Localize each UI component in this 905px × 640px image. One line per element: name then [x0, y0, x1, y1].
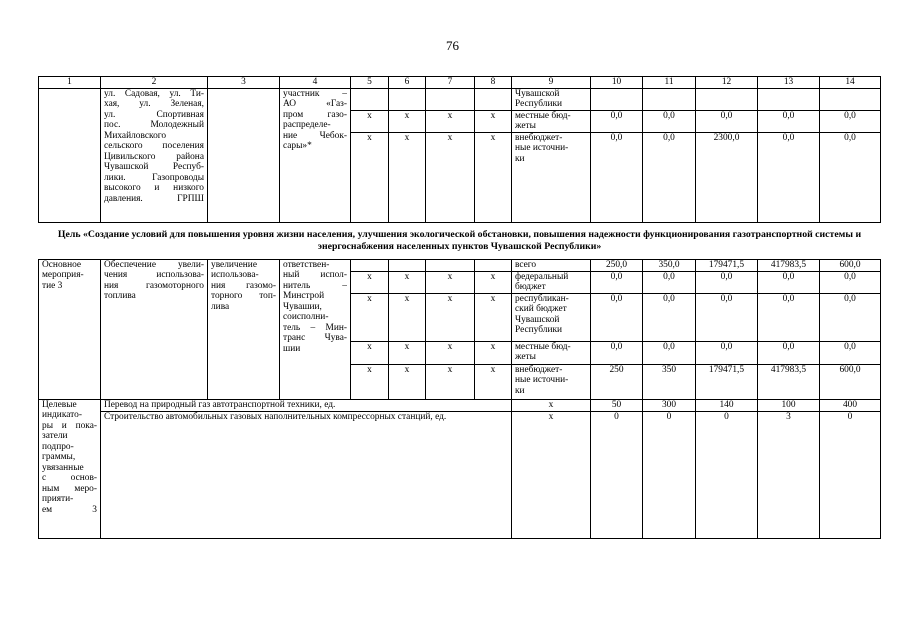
value-cell: 0,0	[820, 132, 881, 222]
mark-cell	[475, 259, 512, 271]
value-cell: 0,0	[820, 341, 881, 364]
mark-cell: х	[389, 293, 426, 341]
value-cell: 0,0	[591, 341, 643, 364]
value-cell: 0,0	[758, 293, 820, 341]
mark-cell: х	[389, 132, 426, 222]
value-cell: 0,0	[643, 271, 696, 293]
value-cell: 0	[643, 411, 696, 538]
value-cell: 400	[820, 399, 881, 411]
mark-cell: х	[475, 364, 512, 399]
mark-cell: х	[475, 110, 512, 132]
table-row	[39, 399, 881, 411]
value-cell: 600,0	[820, 259, 881, 271]
value-cell	[591, 88, 643, 110]
value-cell: 0	[820, 411, 881, 538]
value-cell: 417983,5	[758, 364, 820, 399]
mark-cell: х	[475, 132, 512, 222]
funding-source: федеральный бюджет	[512, 271, 591, 293]
header-cell: 6	[389, 77, 426, 89]
value-cell: 0,0	[643, 110, 696, 132]
value-cell: 0,0	[591, 110, 643, 132]
value-cell: 50	[591, 399, 643, 411]
mark-cell	[389, 88, 426, 110]
activity-result: увеличение использова- ния газомо- торного топ- лива	[208, 259, 280, 399]
value-cell: 2300,0	[696, 132, 758, 222]
header-cell: 8	[475, 77, 512, 89]
funding-source: Чувашской Республики	[512, 88, 591, 110]
mark-cell	[475, 88, 512, 110]
value-cell: 250	[591, 364, 643, 399]
mark-cell	[426, 88, 475, 110]
goal-row	[39, 222, 881, 259]
indicator-text: Строительство автомобильных газовых наполнительных компрессорных станций, ед.	[101, 411, 512, 538]
responsible-executor: ответствен- ный испол- нитель – Минстрой Чувашии, соисполни- тель – Мин- транс Чува- шии	[280, 259, 351, 399]
value-cell: 0,0	[591, 271, 643, 293]
value-cell: 0,0	[758, 110, 820, 132]
mark-cell	[426, 259, 475, 271]
table-row	[39, 88, 881, 110]
mark-cell: х	[426, 132, 475, 222]
mark-cell: х	[351, 341, 389, 364]
value-cell: 0	[591, 411, 643, 538]
header-cell: 5	[351, 77, 389, 89]
value-cell	[643, 88, 696, 110]
value-cell: 0,0	[696, 271, 758, 293]
value-cell: 0,0	[696, 341, 758, 364]
value-cell	[820, 88, 881, 110]
header-row	[39, 77, 881, 89]
empty-cell	[208, 88, 280, 222]
mark-cell: х	[351, 271, 389, 293]
value-cell: 179471,5	[696, 259, 758, 271]
page-number: 76	[446, 38, 459, 53]
value-cell: 0,0	[643, 132, 696, 222]
funding-source: всего	[512, 259, 591, 271]
mark-cell	[389, 259, 426, 271]
funding-source: внебюджет- ные источни- ки	[512, 132, 591, 222]
mark-cell: х	[426, 341, 475, 364]
mark-cell: х	[389, 110, 426, 132]
value-cell: 3	[758, 411, 820, 538]
value-cell: 179471,5	[696, 364, 758, 399]
value-cell: 0,0	[696, 293, 758, 341]
header-cell: 2	[101, 77, 208, 89]
value-cell: 350	[643, 364, 696, 399]
value-cell: 250,0	[591, 259, 643, 271]
mark-cell: х	[351, 293, 389, 341]
mark-cell: х	[475, 341, 512, 364]
mark-cell: х	[351, 132, 389, 222]
value-cell: 350,0	[643, 259, 696, 271]
value-cell: 0,0	[820, 271, 881, 293]
goal-heading: Цель «Создание условий для повышения уровня жизни населения, улучшения экологической обстановки, повышения надежности функционирования газотранспортной системы и энергоснабжения населенных пунктов Чувашской Республики»	[39, 222, 881, 259]
program-table	[38, 76, 881, 539]
header-cell: 3	[208, 77, 280, 89]
funding-source: местные бюд- жеты	[512, 110, 591, 132]
value-cell: 140	[696, 399, 758, 411]
mark-cell: х	[389, 271, 426, 293]
value-cell: 0,0	[643, 341, 696, 364]
value-cell: 0,0	[591, 293, 643, 341]
header-cell: 12	[696, 77, 758, 89]
table-row	[39, 259, 881, 271]
mark-cell: х	[426, 293, 475, 341]
value-cell: 100	[758, 399, 820, 411]
value-cell	[696, 88, 758, 110]
value-cell	[758, 88, 820, 110]
header-cell: 7	[426, 77, 475, 89]
value-cell: 0,0	[758, 341, 820, 364]
funding-source: внебюджет- ные источни- ки	[512, 364, 591, 399]
indicators-label: Целевые индикато- ры и пока- затели подпро- граммы, увязанные с основ- ным меро- прияти- ем 3	[39, 399, 101, 538]
funding-source: местные бюд- жеты	[512, 341, 591, 364]
value-cell: 0	[696, 411, 758, 538]
mark-cell: х	[475, 293, 512, 341]
value-cell: 0,0	[820, 110, 881, 132]
mark-cell	[351, 259, 389, 271]
mark-cell: х	[512, 411, 591, 538]
value-cell: 0,0	[696, 110, 758, 132]
value-cell: 300	[643, 399, 696, 411]
mark-cell: х	[426, 110, 475, 132]
header-cell: 4	[280, 77, 351, 89]
indicator-text: Перевод на природный газ автотранспортной техники, ед.	[101, 399, 512, 411]
funding-source: республикан- ский бюджет Чувашской Республики	[512, 293, 591, 341]
mark-cell: х	[351, 110, 389, 132]
participant-cell: участник – АО «Газ- пром газо- распределе- ние Чебок- сары»*	[280, 88, 351, 222]
mark-cell: х	[351, 364, 389, 399]
mark-cell: х	[389, 341, 426, 364]
value-cell: 417983,5	[758, 259, 820, 271]
activity-title: Обеспечение увели- чения использова- ния газомоторного топлива	[101, 259, 208, 399]
mark-cell: х	[426, 364, 475, 399]
activity-label: Основное мероприя- тие 3	[39, 259, 101, 399]
header-cell: 14	[820, 77, 881, 89]
header-cell: 13	[758, 77, 820, 89]
object-description: ул. Садовая, ул. Ти- хая, ул. Зеленая, ул. Спортивная пос. Молодежный Михайловского сельского поселения Цивильского района Чувашской Респуб- лики. Газопроводы высокого и низкого давления. ГРПШ	[101, 88, 208, 222]
mark-cell: х	[426, 271, 475, 293]
value-cell: 0,0	[591, 132, 643, 222]
value-cell: 0,0	[643, 293, 696, 341]
value-cell: 0,0	[758, 271, 820, 293]
mark-cell	[351, 88, 389, 110]
header-cell: 10	[591, 77, 643, 89]
empty-cell	[39, 88, 101, 222]
mark-cell: х	[475, 271, 512, 293]
mark-cell: х	[512, 399, 591, 411]
header-cell: 11	[643, 77, 696, 89]
value-cell: 0,0	[820, 293, 881, 341]
value-cell: 0,0	[758, 132, 820, 222]
mark-cell: х	[389, 364, 426, 399]
table-row	[39, 411, 881, 538]
value-cell: 600,0	[820, 364, 881, 399]
header-cell: 1	[39, 77, 101, 89]
header-cell: 9	[512, 77, 591, 89]
